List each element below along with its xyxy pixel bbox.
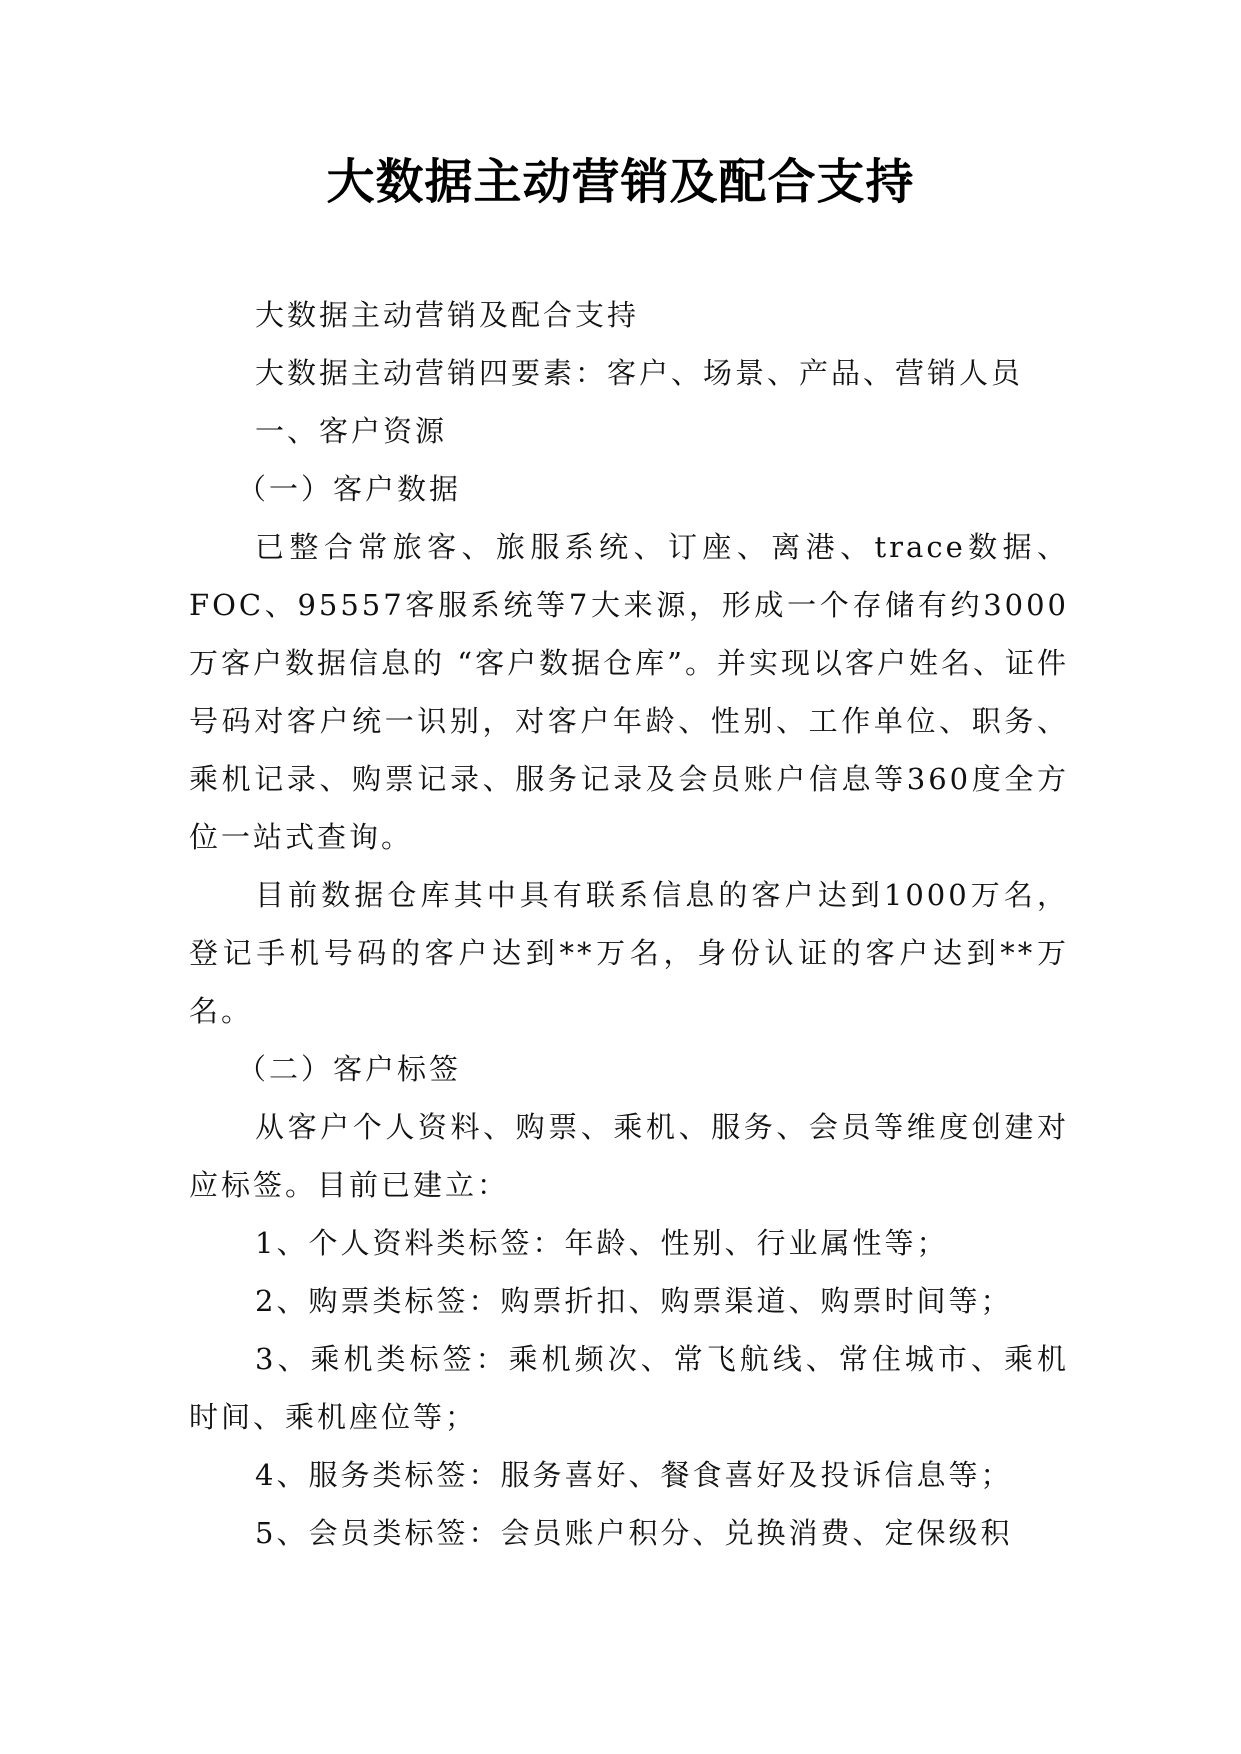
list-item-service-tags: 4、服务类标签：服务喜好、餐食喜好及投诉信息等； bbox=[255, 1458, 1013, 1492]
paragraph-tag-dimensions: 从客户个人资料、购票、乘机、服务、会员等维度创建对应标签。目前已建立： bbox=[189, 1110, 1069, 1202]
list-item-flight-tags: 3、乘机类标签：乘机频次、常飞航线、常住城市、乘机时间、乘机座位等； bbox=[189, 1342, 1069, 1434]
list-item-ticket-tags: 2、购票类标签：购票折扣、购票渠道、购票时间等； bbox=[255, 1284, 1013, 1318]
subsection-heading-customer-tags: （二）客户标签 bbox=[237, 1052, 462, 1086]
section-heading-customer-resources: 一、客户资源 bbox=[255, 414, 448, 448]
document-title: 大数据主动营销及配合支持 bbox=[326, 154, 915, 210]
document-body bbox=[189, 286, 1069, 1562]
subsection-heading-customer-data: （一）客户数据 bbox=[237, 472, 462, 506]
paragraph-customer-counts: 目前数据仓库其中具有联系信息的客户达到1000万名，登记手机号码的客户达到**万名，身份认证的客户达到**万名。 bbox=[189, 878, 1069, 1028]
list-item-profile-tags: 1、个人资料类标签：年龄、性别、行业属性等； bbox=[255, 1226, 949, 1260]
list-item-member-tags: 5、会员类标签：会员账户积分、兑换消费、定保级积 bbox=[255, 1516, 1013, 1550]
paragraph-four-elements: 大数据主动营销四要素：客户、场景、产品、营销人员 bbox=[255, 356, 1024, 390]
paragraph-subtitle: 大数据主动营销及配合支持 bbox=[255, 298, 640, 332]
paragraph-data-integration: 已整合常旅客、旅服系统、订座、离港、trace数据、FOC、95557客服系统等7大来源，形成一个存储有约3000万客户数据信息的 “客户数据仓库”。并实现以客户姓名、证件号码对客户统一识别，对客户年龄、性别、工作单位、职务、乘机记录、购票记录、服务记录及会员账户信息等360度全方位一站式查询。 bbox=[189, 530, 1069, 854]
